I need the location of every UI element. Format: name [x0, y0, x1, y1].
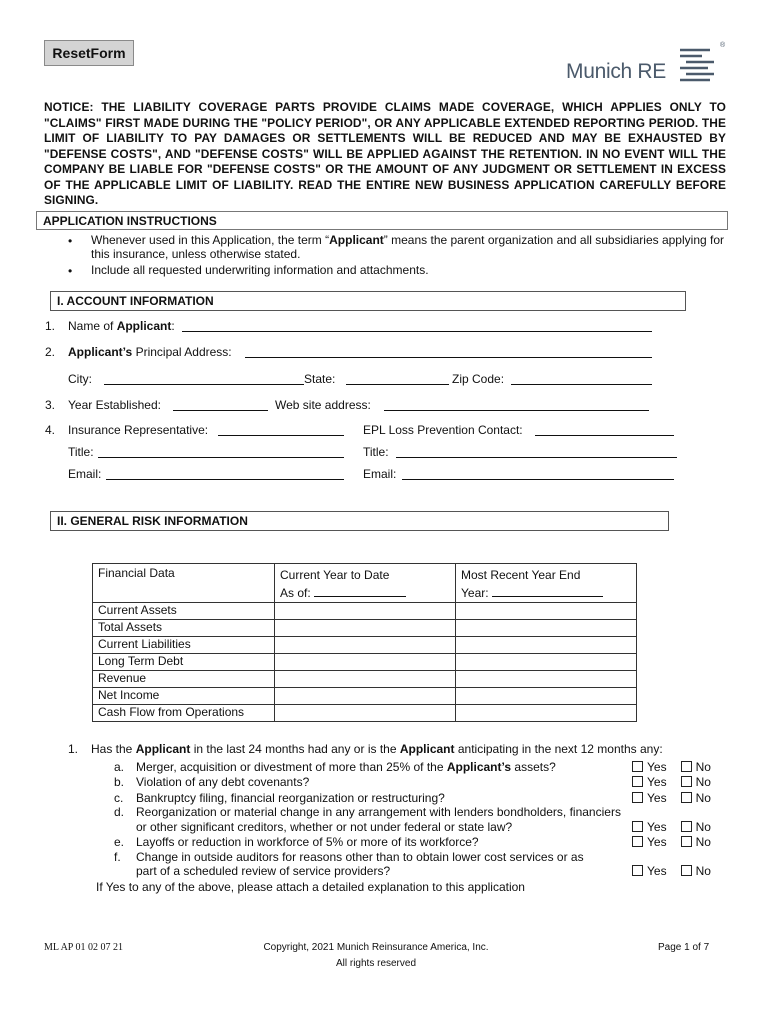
table-cell[interactable] — [456, 671, 637, 688]
insurance-rep-label: Insurance Representative: — [68, 423, 209, 437]
epl-contact-field[interactable] — [535, 435, 674, 436]
table-cell[interactable] — [456, 705, 637, 722]
table-cell[interactable] — [275, 637, 456, 654]
row-label: Total Assets — [93, 620, 275, 637]
city-field[interactable] — [104, 384, 304, 385]
no-checkbox[interactable] — [681, 821, 692, 832]
city-label: City: — [68, 372, 92, 386]
epl-contact-label: EPL Loss Prevention Contact: — [363, 423, 523, 437]
logo-text: Munich RE — [566, 60, 667, 83]
yes-no-c: Yes No — [632, 791, 711, 805]
instruction-bullet-1-cont: this insurance, unless otherwise stated. — [91, 247, 301, 261]
yes-checkbox[interactable] — [632, 761, 643, 772]
epl-title-label: Title: — [363, 445, 389, 459]
yes-checkbox[interactable] — [632, 821, 643, 832]
item-f-text-line2: part of a scheduled review of service providers? — [136, 864, 391, 878]
form-id: ML AP 01 02 07 21 — [44, 942, 123, 953]
munich-re-logo — [566, 44, 736, 86]
table-row — [93, 688, 637, 705]
table-cell[interactable] — [275, 705, 456, 722]
question-number: 1. — [68, 742, 79, 756]
copyright: Copyright, 2021 Munich Reinsurance America, Inc. — [263, 942, 489, 953]
question-number: 1. — [45, 319, 56, 333]
table-row — [93, 637, 637, 654]
table-row — [93, 705, 637, 722]
table-cell[interactable] — [456, 654, 637, 671]
rep-title-label: Title: — [68, 445, 94, 459]
yes-no-b: Yes No — [632, 775, 711, 789]
state-field[interactable] — [346, 384, 449, 385]
row-label: Revenue — [93, 671, 275, 688]
table-cell[interactable] — [456, 637, 637, 654]
table-row — [93, 620, 637, 637]
row-label: Current Liabilities — [93, 637, 275, 654]
table-row — [93, 654, 637, 671]
table-cell[interactable] — [456, 688, 637, 705]
state-label: State: — [304, 372, 336, 386]
as-of-field[interactable] — [314, 585, 406, 597]
table-cell[interactable] — [456, 620, 637, 637]
question-number: 4. — [45, 423, 56, 437]
item-d-text-line1: Reorganization or material change in any arrangement with lenders bondholders, financiers — [136, 805, 621, 819]
if-yes-note: If Yes to any of the above, please attach a detailed explanation to this application — [96, 880, 525, 894]
table-header: Financial Data — [93, 564, 275, 603]
year-field[interactable] — [492, 585, 603, 597]
zip-field[interactable] — [511, 384, 652, 385]
instruction-bullet-1: Whenever used in this Application, the term “Applicant” means the parent organization and all subsidiaries applying for — [91, 233, 724, 247]
page-number: Page 1 of 7 — [658, 942, 710, 953]
item-letter: a. — [114, 760, 125, 774]
row-label: Net Income — [93, 688, 275, 705]
section-account-information: I. ACCOUNT INFORMATION — [50, 291, 686, 311]
table-cell[interactable] — [275, 654, 456, 671]
risk-question-text: Has the Applicant in the last 24 months had any or is the Applicant anticipating in the next 12 months any: — [91, 742, 663, 756]
rep-email-field[interactable] — [106, 479, 344, 480]
as-of-label: As of: — [280, 586, 311, 600]
munich-re-logo-mark-icon — [678, 46, 718, 86]
no-checkbox[interactable] — [681, 761, 692, 772]
bullet-icon: • — [68, 264, 73, 278]
item-letter: d. — [114, 805, 125, 819]
year-established-field[interactable] — [173, 410, 268, 411]
question-number: 2. — [45, 345, 56, 359]
no-checkbox[interactable] — [681, 836, 692, 847]
table-cell[interactable] — [275, 671, 456, 688]
yes-no-f: Yes No — [632, 864, 711, 878]
year-label: Year: — [461, 586, 489, 600]
row-label: Current Assets — [93, 603, 275, 620]
instructions-header: APPLICATION INSTRUCTIONS — [36, 211, 728, 230]
yes-no-d: Yes No — [632, 820, 711, 834]
registered-mark: ® — [720, 42, 726, 49]
table-cell[interactable] — [275, 688, 456, 705]
row-label: Cash Flow from Operations — [93, 705, 275, 722]
bullet-icon: • — [68, 234, 73, 248]
item-a-text: Merger, acquisition or divestment of more than 25% of the Applicant’s assets? — [136, 760, 556, 774]
insurance-rep-field[interactable] — [218, 435, 344, 436]
rights-reserved: All rights reserved — [335, 958, 417, 969]
section-general-risk-information: II. GENERAL RISK INFORMATION — [50, 511, 669, 531]
applicant-name-label: Name of Applicant: — [68, 319, 175, 333]
recent-year-end-header: Most Recent Year End — [461, 568, 581, 582]
website-label: Web site address: — [275, 398, 371, 412]
item-e-text: Layoffs or reduction in workforce of 5% or more of its workforce? — [136, 835, 479, 849]
table-row — [93, 603, 637, 620]
table-header-row — [93, 564, 637, 603]
epl-email-field[interactable] — [402, 479, 674, 480]
rep-title-field[interactable] — [98, 457, 344, 458]
item-letter: e. — [114, 835, 125, 849]
yes-no-e: Yes No — [632, 835, 711, 849]
notice-text: NOTICE: THE LIABILITY COVERAGE PARTS PROVIDE CLAIMS MADE COVERAGE, WHICH APPLIES ONLY TO "CLAIMS" FIRST MADE DURING THE "POLICY PERIOD", OR ANY APPLICABLE EXTENDED REPORTING PERIOD. THE LIMIT OF LIABILITY TO PAY DAMAGES OR SETTLEMENTS WILL BE REDUCED AND MAY BE EXHAUSTED BY "DEFENSE COSTS", AND "DEFENSE COSTS" WILL BE APPLIED AGAINST THE RETENTION. IN NO EVENT WILL THE COMPANY BE LIABLE FOR "DEFENSE COSTS" OR THE AMOUNT OF ANY JUDGMENT OR SETTLEMENT IN EXCESS OF THE APPLICABLE LIMIT OF LIABILITY. READ THE ENTIRE NEW BUSINESS APPLICATION CAREFULLY BEFORE SIGNING. — [44, 100, 726, 207]
reset-form-button[interactable]: ResetForm — [44, 40, 134, 66]
table-cell[interactable] — [275, 620, 456, 637]
question-number: 3. — [45, 398, 56, 412]
rep-email-label: Email: — [68, 467, 102, 481]
item-letter: f. — [114, 850, 121, 864]
no-checkbox[interactable] — [681, 792, 692, 803]
financial-data-table — [92, 563, 637, 722]
zip-label: Zip Code: — [452, 372, 505, 386]
table-cell[interactable] — [275, 603, 456, 620]
item-b-text: Violation of any debt covenants? — [136, 775, 310, 789]
current-ytd-header: Current Year to Date — [280, 568, 390, 582]
yes-checkbox[interactable] — [632, 836, 643, 847]
instruction-bullet-2: Include all requested underwriting information and attachments. — [91, 263, 429, 277]
website-field[interactable] — [384, 410, 649, 411]
item-d-text-line2: or other significant creditors, whether or not under federal or state law? — [136, 820, 513, 834]
item-letter: c. — [114, 791, 124, 805]
yes-checkbox[interactable] — [632, 865, 643, 876]
item-letter: b. — [114, 775, 125, 789]
yes-checkbox[interactable] — [632, 792, 643, 803]
table-row — [93, 671, 637, 688]
yes-no-a: Yes No — [632, 760, 711, 774]
principal-address-field[interactable] — [245, 357, 652, 358]
table-cell[interactable] — [456, 603, 637, 620]
epl-title-field[interactable] — [396, 457, 677, 458]
year-established-label: Year Established: — [68, 398, 161, 412]
principal-address-label: Applicant’s Principal Address: — [68, 345, 232, 359]
row-label: Long Term Debt — [93, 654, 275, 671]
item-c-text: Bankruptcy filing, financial reorganization or restructuring? — [136, 791, 445, 805]
applicant-name-field[interactable] — [182, 331, 652, 332]
item-f-text-line1: Change in outside auditors for reasons other than to obtain lower cost services or as — [136, 850, 584, 864]
no-checkbox[interactable] — [681, 865, 692, 876]
no-checkbox[interactable] — [681, 776, 692, 787]
table-header — [275, 564, 456, 603]
table-header — [456, 564, 637, 603]
yes-checkbox[interactable] — [632, 776, 643, 787]
epl-email-label: Email: — [363, 467, 397, 481]
